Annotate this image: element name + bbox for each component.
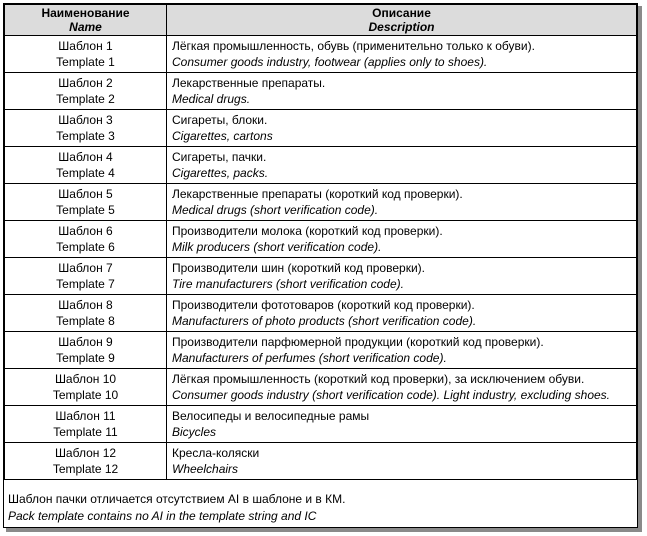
template-description-en: Bicycles [172, 425, 217, 439]
template-description-cell [167, 258, 637, 295]
footer-note [8, 491, 345, 525]
template-name-ru: Шаблон 1 [58, 39, 113, 53]
template-description-cell [167, 295, 637, 332]
template-description-cell [167, 36, 637, 73]
footer-note-ru: Шаблон пачки отличается отсутствием AI в шаблоне и в КМ. [8, 492, 346, 506]
template-name-en: Template 11 [53, 425, 118, 439]
template-description-cell [167, 147, 637, 184]
template-name-en: Template 12 [52, 462, 119, 476]
template-name-en: Template 2 [56, 92, 115, 106]
table-row [5, 406, 637, 443]
template-description-ru: Производители парфюмерной продукции (короткий код проверки). [172, 335, 544, 349]
template-description-cell [167, 221, 637, 258]
template-name-en: Template 5 [56, 203, 115, 217]
templates-table [4, 4, 637, 480]
template-description-ru: Производители молока (короткий код проверки). [172, 224, 443, 238]
template-name-ru: Шаблон 3 [58, 113, 113, 127]
footer-note-en: Pack template contains no AI in the template string and IC [8, 509, 317, 523]
table-row [5, 258, 637, 295]
template-description-en: Tire manufacturers (short verification code). [172, 277, 404, 291]
template-name-en: Template 9 [56, 351, 115, 365]
template-name-cell [5, 332, 167, 369]
column-header-name-ru: Наименование [41, 6, 130, 20]
template-description-en: Consumer goods industry (short verification code). Light industry, excluding shoes. [172, 388, 610, 402]
template-description-ru: Кресла-коляски [172, 446, 260, 460]
table-row [5, 443, 637, 480]
template-name-ru: Шаблон 9 [58, 335, 113, 349]
template-name-ru: Шаблон 4 [58, 150, 113, 164]
column-header-name [5, 5, 167, 36]
template-description-cell [167, 369, 637, 406]
template-description-en: Wheelchairs [172, 462, 239, 476]
template-name-ru: Шаблон 6 [58, 224, 113, 238]
template-description-cell [167, 73, 637, 110]
table-row [5, 369, 637, 406]
template-name-cell [5, 73, 167, 110]
template-description-ru: Сигареты, пачки. [172, 150, 267, 164]
template-description-cell [167, 406, 637, 443]
template-description-en: Cigarettes, cartons [172, 129, 273, 143]
table-row [5, 73, 637, 110]
template-name-cell [5, 258, 167, 295]
template-description-cell [167, 332, 637, 369]
templates-frame [3, 3, 638, 528]
template-name-en: Template 1 [56, 55, 115, 69]
template-name-en: Template 3 [56, 129, 115, 143]
template-name-ru: Шаблон 11 [55, 409, 116, 423]
template-description-ru: Лекарственные препараты (короткий код проверки). [172, 187, 463, 201]
template-description-cell [167, 184, 637, 221]
template-name-en: Template 8 [56, 314, 115, 328]
header-row [5, 5, 637, 36]
template-description-en: Cigarettes, packs. [172, 166, 269, 180]
template-description-en: Consumer goods industry, footwear (applies only to shoes). [172, 55, 488, 69]
table-row [5, 221, 637, 258]
template-description-ru: Велосипеды и велосипедные рамы [172, 409, 370, 423]
template-name-ru: Шаблон 8 [58, 298, 113, 312]
column-header-name-en: Name [69, 20, 102, 34]
template-name-cell [5, 443, 167, 480]
template-description-en: Medical drugs (short verification code). [172, 203, 379, 217]
table-row [5, 184, 637, 221]
template-name-cell [5, 36, 167, 73]
column-header-description [167, 5, 637, 36]
template-name-ru: Шаблон 7 [58, 261, 113, 275]
frame-shadow-right [638, 6, 642, 532]
table-row [5, 110, 637, 147]
table-row [5, 295, 637, 332]
template-description-ru: Производители фототоваров (короткий код проверки). [172, 298, 475, 312]
table-row [5, 36, 637, 73]
template-description-en: Milk producers (short verification code). [172, 240, 382, 254]
template-description-en: Manufacturers of photo products (short verification code). [172, 314, 477, 328]
column-header-description-en: Description [368, 20, 435, 34]
template-name-cell [5, 295, 167, 332]
template-name-en: Template 10 [52, 388, 119, 402]
template-name-en: Template 6 [56, 240, 115, 254]
table-row [5, 147, 637, 184]
template-name-ru: Шаблон 2 [58, 76, 113, 90]
template-name-cell [5, 147, 167, 184]
template-description-ru: Производители шин (короткий код проверки). [172, 261, 425, 275]
template-description-ru: Сигареты, блоки. [172, 113, 268, 127]
template-name-ru: Шаблон 5 [58, 187, 113, 201]
template-name-cell [5, 221, 167, 258]
template-name-cell [5, 184, 167, 221]
template-description-cell [167, 443, 637, 480]
template-name-en: Template 4 [56, 166, 115, 180]
template-name-ru: Шаблон 12 [54, 446, 117, 460]
template-description-ru: Лёгкая промышленность, обувь (применительно только к обуви). [172, 39, 535, 53]
template-name-en: Template 7 [56, 277, 115, 291]
template-name-cell [5, 369, 167, 406]
column-header-description-ru: Описание [372, 6, 431, 20]
template-name-ru: Шаблон 10 [54, 372, 117, 386]
template-description-ru: Лёгкая промышленность (короткий код проверки), за исключением обуви. [172, 372, 585, 386]
template-description-ru: Лекарственные препараты. [172, 76, 326, 90]
template-name-cell [5, 406, 167, 443]
template-description-en: Manufacturers of perfumes (short verification code). [172, 351, 447, 365]
template-name-cell [5, 110, 167, 147]
table-row [5, 332, 637, 369]
template-description-cell [167, 110, 637, 147]
frame-shadow-bottom [6, 528, 642, 532]
template-description-en: Medical drugs. [172, 92, 251, 106]
